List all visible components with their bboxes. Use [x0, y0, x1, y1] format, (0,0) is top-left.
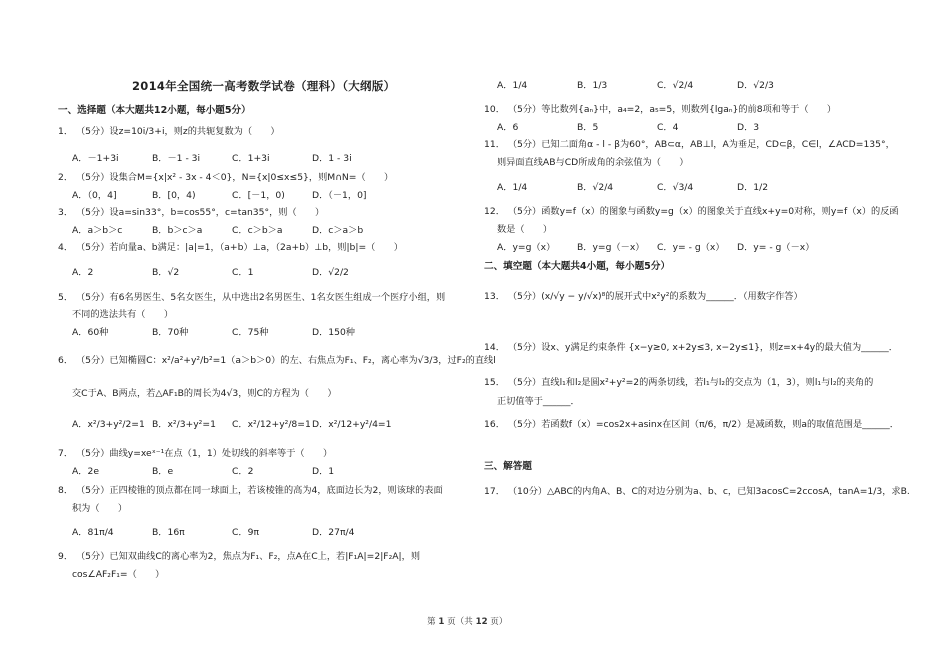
option: C．[－1，0): [232, 190, 285, 201]
q-num: 12．: [484, 206, 505, 217]
option: A．2e: [72, 466, 99, 477]
option: A．1/4: [497, 80, 528, 91]
question-9-line2: cos∠AF₂F₁=（ ）: [72, 569, 165, 580]
question-16: [484, 419, 899, 431]
q-num: 6．: [58, 355, 74, 366]
q-text: （5分）函数y=f（x）的图象与函数y=g（x）的图象关于直线x+y=0对称，则y=f（x）的反函: [507, 206, 899, 217]
q-num: 13．: [484, 291, 505, 302]
option: C．x²/12+y²/8=1: [232, 419, 311, 430]
option: B．y=g（－x）: [577, 242, 645, 253]
option: B．√2/4: [577, 182, 614, 193]
q-text: （5分）等比数列{aₙ}中，a₄=2，a₅=5，则数列{lgaₙ}的前8项和等于（ ）: [507, 104, 837, 115]
section-answer: 三、解答题: [484, 461, 532, 472]
q-num: 11．: [484, 139, 505, 150]
option: A．a＞b＞c: [72, 225, 123, 236]
q-num: 5．: [58, 292, 74, 303]
option: D．1: [312, 466, 335, 477]
q-num: 15．: [484, 377, 505, 388]
option: C．75种: [232, 327, 269, 338]
question-3: [58, 207, 324, 219]
option: B．70种: [152, 327, 189, 338]
q-text: （5分）已知二面角α - l - β为60°，AB⊂α，AB⊥l，A为垂足，CD⊂β，C∈l，∠ACD=135°，: [507, 139, 895, 150]
option: D．3: [737, 122, 760, 133]
q-text: （10分）△ABC的内角A、B、C的对边分别为a、b、c，已知3acosC=2ccosA，tanA=1/3，求B.: [507, 486, 910, 497]
q-text: （5分）设集合M={x|x² - 3x - 4＜0}，N={x|0≤x≤5}，则M∩N=（ ）: [75, 172, 394, 183]
q-num: 14．: [484, 342, 505, 353]
option: C．9π: [232, 527, 259, 538]
q-text: （5分）曲线y=xeˣ⁻¹在点（1，1）处切线的斜率等于（ ）: [75, 448, 333, 459]
option: B．√2: [152, 267, 180, 278]
option: D．c＞a＞b: [312, 225, 364, 236]
option: C．√2/4: [657, 80, 694, 91]
option: B．5: [577, 122, 599, 133]
section-fill: 二、填空题（本大题共4小题，每小题5分）: [484, 261, 671, 272]
option: B．－1 - 3i: [152, 153, 201, 164]
option: C．1: [232, 267, 254, 278]
question-4: [58, 242, 403, 254]
q-num: 7．: [58, 448, 74, 459]
question-13: [484, 291, 803, 303]
option: A．x²/3+y²/2=1: [72, 419, 145, 430]
option: B．[0，4): [152, 190, 196, 201]
footer-total: 12: [475, 617, 488, 627]
question-14: [484, 342, 898, 354]
page-footer: [427, 617, 508, 629]
option: A．6: [497, 122, 519, 133]
option: A．－1+3i: [72, 153, 119, 164]
option: C．1+3i: [232, 153, 270, 164]
option: A．y=g（x）: [497, 242, 556, 253]
q-num: 3．: [58, 207, 74, 218]
option: A．81π/4: [72, 527, 114, 538]
question-11-line2: 则异面直线AB与CD所成角的余弦值为（ ）: [497, 157, 689, 168]
option: D．27π/4: [312, 527, 355, 538]
q-text: （5分）设a=sin33°，b=cos55°，c=tan35°，则（ ）: [75, 207, 325, 218]
option: C．4: [657, 122, 679, 133]
question-11: [484, 139, 895, 151]
question-8: [58, 485, 443, 497]
q-text: （5分）设z=10i/3+i，则z的共轭复数为（ ）: [75, 126, 280, 137]
option: A．（0，4]: [72, 190, 117, 201]
q-text: （5分）有6名男医生、5名女医生，从中选出2名男医生、1名女医生组成一个医疗小组，则: [75, 292, 446, 303]
q-text: （5分）若函数f（x）=cos2x+asinx在区间（π/6，π/2）是减函数，则a的取值范围是______．: [507, 419, 899, 430]
option: B．x²/3+y²=1: [152, 419, 216, 430]
option: C．c＞b＞a: [232, 225, 283, 236]
option: D．150种: [312, 327, 355, 338]
question-15: [484, 377, 873, 389]
question-7: [58, 448, 332, 460]
q-num: 17．: [484, 486, 505, 497]
q-num: 8．: [58, 485, 74, 496]
option: D．1 - 3i: [312, 153, 352, 164]
question-1: [58, 126, 280, 138]
question-5-line2: 不同的选法共有（ ）: [72, 309, 174, 320]
option: D．1/2: [737, 182, 769, 193]
question-5: [58, 292, 445, 304]
q-text: （5分）(x/√y − y/√x)⁸的展开式中x²y²的系数为______．（用数字作答）: [507, 291, 803, 302]
q-num: 16．: [484, 419, 505, 430]
q-text: （5分）设x、y满足约束条件 {x−y≥0, x+2y≤3, x−2y≤1}，则z=x+4y的最大值为______．: [507, 342, 898, 353]
q-text: （5分）已知双曲线C的离心率为2，焦点为F₁、F₂，点A在C上，若|F₁A|=2|F₂A|，则: [75, 551, 421, 562]
q-num: 2．: [58, 172, 74, 183]
question-15-line2: 正切值等于______．: [497, 396, 580, 407]
question-2: [58, 172, 393, 184]
question-9: [58, 551, 420, 563]
q-text: （5分）已知椭圆C：x²/a²+y²/b²=1（a＞b＞0）的左、右焦点为F₁、F₂，离心率为√3/3，过F₂的直线l: [75, 355, 496, 366]
footer-mid: 页（共: [447, 617, 473, 627]
option: A．60种: [72, 327, 109, 338]
option: A．2: [72, 267, 94, 278]
q-num: 1．: [58, 126, 74, 137]
q-text: （5分）若向量a、b满足：|a|=1，（a+b）⊥a，（2a+b）⊥b，则|b|=（ ）: [75, 242, 403, 253]
option: D．x²/12+y²/4=1: [312, 419, 392, 430]
option: C．y= - g（x）: [657, 242, 725, 253]
option: B．e: [152, 466, 174, 477]
question-6: [58, 355, 496, 367]
question-8-line2: 积为（ ）: [72, 503, 128, 514]
option: D．√2/3: [737, 80, 774, 91]
q-text: （5分）正四棱锥的顶点都在同一球面上，若该棱锥的高为4，底面边长为2，则该球的表面: [75, 485, 443, 496]
question-10: [484, 104, 836, 116]
question-6-line2: 交C于A、B两点，若△AF₁B的周长为4√3，则C的方程为（ ）: [72, 388, 337, 399]
q-text: （5分）直线l₁和l₂是圆x²+y²=2的两条切线，若l₁与l₂的交点为（1，3），则l₁与l₂的夹角的: [507, 377, 874, 388]
option: B．16π: [152, 527, 185, 538]
question-12: [484, 206, 899, 218]
q-num: 10．: [484, 104, 505, 115]
section-choice: 一、选择题（本大题共12小题，每小题5分）: [58, 105, 251, 116]
footer-post: 页）: [490, 617, 508, 627]
option: B．1/3: [577, 80, 608, 91]
page-title: 2014年全国统一高考数学试卷（理科）（大纲版）: [132, 79, 396, 93]
option: D．y= - g（－x）: [737, 242, 815, 253]
question-17: [484, 486, 910, 498]
q-num: 4．: [58, 242, 74, 253]
option: C．√3/4: [657, 182, 694, 193]
option: C．2: [232, 466, 254, 477]
footer-page: 1: [438, 617, 445, 627]
option: D．√2/2: [312, 267, 349, 278]
option: B．b＞c＞a: [152, 225, 203, 236]
q-num: 9．: [58, 551, 74, 562]
option: D．（－1，0]: [312, 190, 367, 201]
question-12-line2: 数是（ ）: [497, 224, 553, 235]
footer-pre: 第: [427, 617, 436, 627]
option: A．1/4: [497, 182, 528, 193]
